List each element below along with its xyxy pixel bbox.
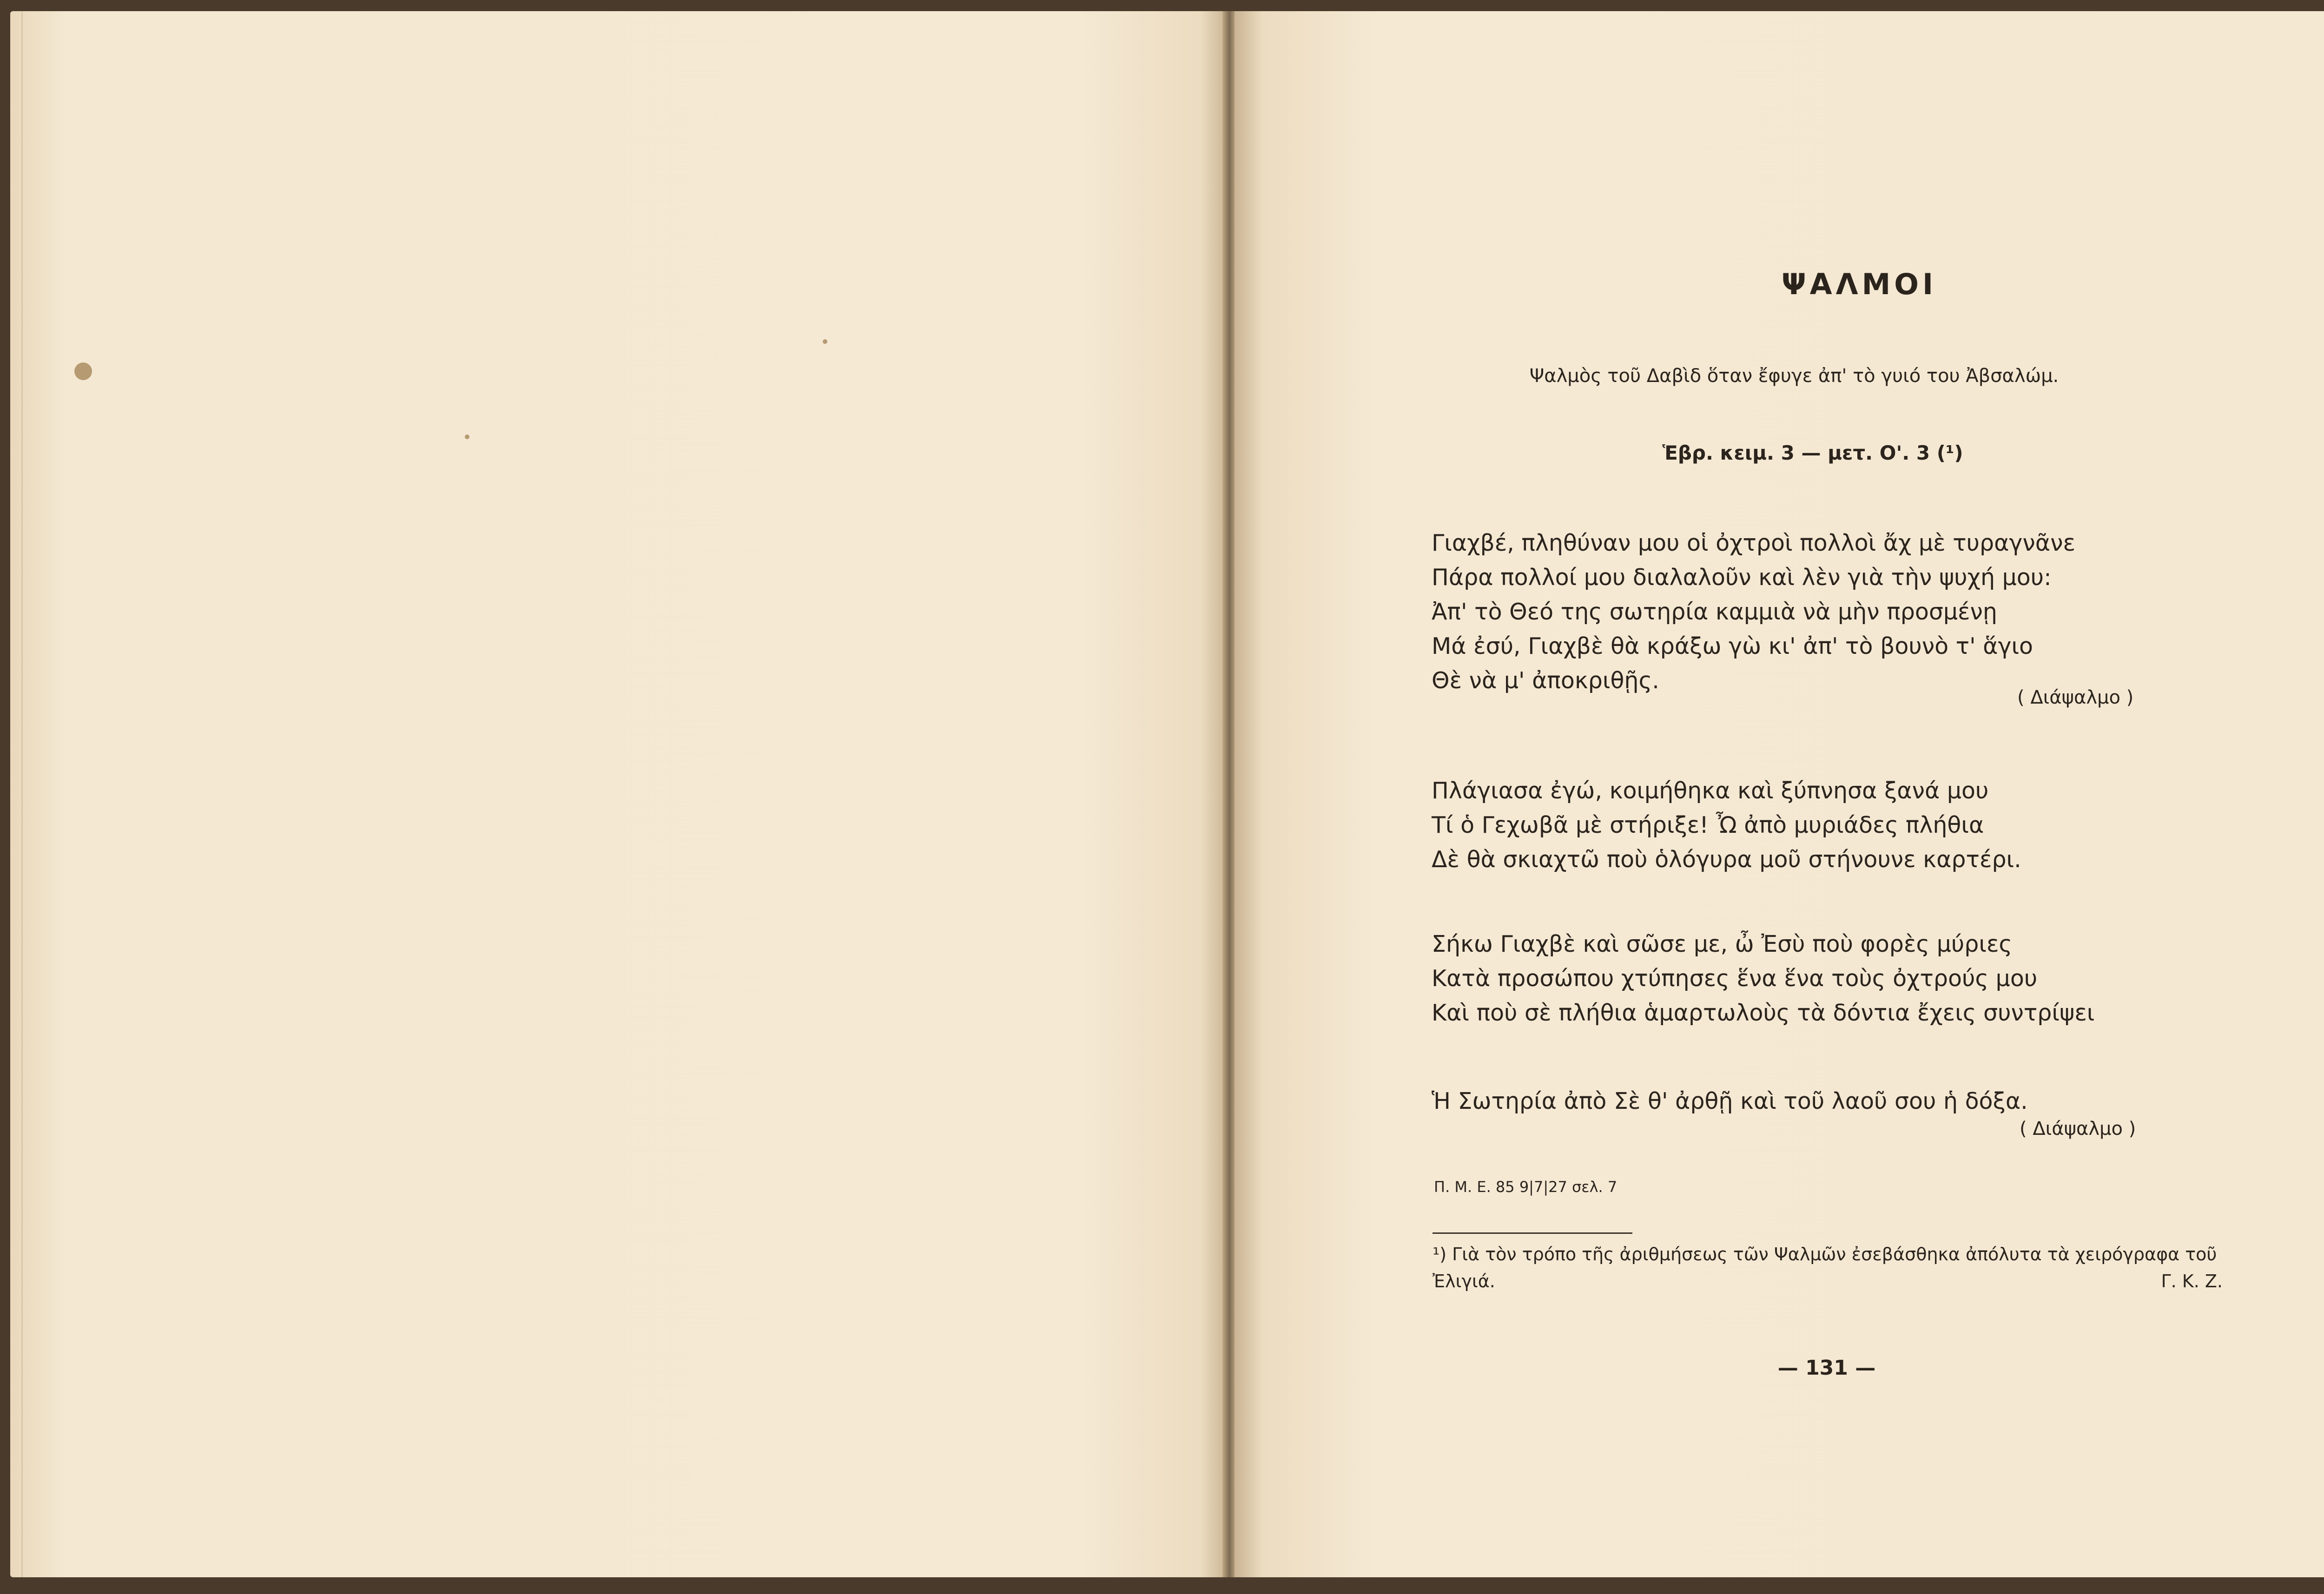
page-number: — 131 — <box>1777 1356 1876 1380</box>
verse-line: Δὲ θὰ σκιαχτῶ ποὺ ὁλόγυρα μοῦ στήνουνε καρτέρι. <box>1432 846 2021 873</box>
paper-speck <box>823 339 827 344</box>
binding-hole-left <box>74 362 92 380</box>
psalm-subtitle: Ψαλμὸς τοῦ Δαβὶδ ὅταν ἔφυγε ἀπ' τὸ γυιό του Ἀβσαλώμ. <box>1529 365 2059 387</box>
footnote <box>1433 1241 2223 1295</box>
verse-line: Ἡ Σωτηρία ἀπὸ Σὲ θ' ἀρθῇ καὶ τοῦ λαοῦ σου ἡ δόξα. <box>1432 1088 2028 1114</box>
verse-line: Πάρα πολλοί μου διαλαλοῦν καὶ λὲν γιὰ τὴν ψυχή μου: <box>1432 564 2052 591</box>
stanza-3 <box>1432 927 2094 1030</box>
paper-speck <box>465 435 469 439</box>
left-page-blank <box>10 11 1228 1577</box>
verse-line: Γιαχβέ, πληθύναν μου οἱ ὀχτροὶ πολλοὶ ἄχ μὲ τυραγνᾶνε <box>1432 530 2075 556</box>
verse-line: Σήκω Γιαχβὲ καὶ σῶσε με, ὦ Ἐσὺ ποὺ φορὲς μύριες <box>1432 931 2013 957</box>
source-citation: Π. Μ. Ε. 85 9|7|27 σελ. 7 <box>1434 1178 1618 1196</box>
interlude-marker: ( Διάψαλμο ) <box>2020 1118 2136 1140</box>
verse-line: Τί ὁ Γεχωβᾶ μὲ στήριξε! Ὦ ἀπὸ μυριάδες πλήθια <box>1432 812 1984 838</box>
footnote-rule <box>1433 1232 1632 1234</box>
left-page-edge <box>21 11 23 1577</box>
footnote-text: ¹) Γιὰ τὸν τρόπο τῆς ἀριθμήσεως τῶν Ψαλμῶν ἐσεβάσθηκα ἀπόλυτα τὰ χειρόγραφα τοῦ Ἐλιγιά. <box>1433 1244 2217 1291</box>
stanza-4 <box>1432 1084 2028 1119</box>
interlude-marker: ( Διάψαλμο ) <box>2017 687 2134 708</box>
verse-line: Θὲ νὰ μ' ἀποκριθῇς. <box>1432 667 1659 694</box>
footnote-signature: Γ. Κ. Ζ. <box>2161 1271 2223 1291</box>
verse-line: Μά ἐσύ, Γιαχβὲ θὰ κράξω γὼ κι' ἀπ' τὸ βουνὸ τ' ἅγιο <box>1432 633 2034 659</box>
stanza-1 <box>1432 526 2075 698</box>
verse-line: Πλάγιασα ἐγώ, κοιμήθηκα καὶ ξύπνησα ξανά μου <box>1432 777 1989 804</box>
stanza-2 <box>1432 774 2021 877</box>
text-reference: Ἑβρ. κειμ. 3 — μετ. Ο'. 3 (¹) <box>1662 441 1963 464</box>
verse-line: Κατὰ προσώπου χτύπησες ἕνα ἕνα τοὺς ὀχτρούς μου <box>1432 965 2038 992</box>
verse-line: Καὶ ποὺ σὲ πλήθια ἁμαρτωλοὺς τὰ δόντια ἔχεις συντρίψει <box>1432 1000 2095 1026</box>
page-title: ΨΑΛΜΟΙ <box>1781 267 1937 301</box>
verse-line: Ἀπ' τὸ Θεό της σωτηρία καμμιὰ νὰ μὴν προσμένῃ <box>1432 599 1997 625</box>
